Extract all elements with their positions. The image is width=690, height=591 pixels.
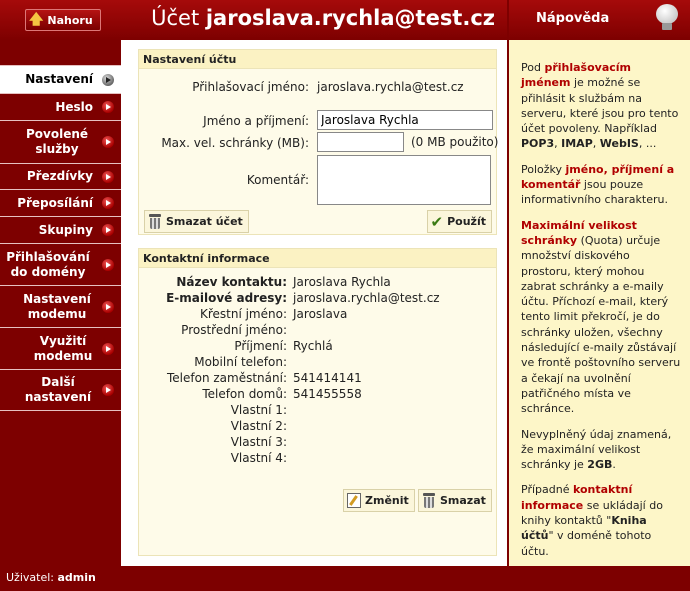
contact-field-value: Jaroslava <box>293 307 348 321</box>
chevron-right-icon <box>102 136 114 148</box>
contact-field-value: Jaroslava Rychla <box>293 275 391 289</box>
contact-field-label: E-mailové adresy: <box>166 291 287 305</box>
contact-field-value: jaroslava.rychla@test.cz <box>293 291 440 305</box>
help-paragraph: Maximální velikost schránky (Quota) určuje množství diskového prostoru, který mohou zabrat schránky a e-maily účtu. Příchozí e-mail, který tento limit překročí, je do schránky uložen, všechny následující e-maily zůstávají ve frontě poštovního serveru a čekají na uvolnění patřičného místa ve schránce. <box>521 218 681 416</box>
contact-info-title: Kontaktní informace <box>139 249 496 268</box>
main-content <box>121 40 507 566</box>
up-button-label: Nahoru <box>47 13 93 27</box>
sidebar-item-nastaveni[interactable]: Nastavení <box>0 65 121 93</box>
contact-field-label: Telefon zaměstnání: <box>167 371 287 385</box>
sidebar-item-skupiny[interactable]: Skupiny <box>0 216 121 243</box>
trash-icon <box>148 214 162 229</box>
contact-info-panel <box>138 248 497 556</box>
login-value: jaroslava.rychla@test.cz <box>317 80 464 94</box>
help-paragraph: Položky jméno, příjmení a komentář jsou pouze informativního charakteru. <box>521 162 675 207</box>
help-panel <box>507 0 690 591</box>
chevron-right-icon <box>102 197 114 209</box>
chevron-right-icon <box>102 343 114 355</box>
sidebar-item-heslo[interactable]: Heslo <box>0 93 121 120</box>
contact-field-label: Vlastní 2: <box>230 419 287 433</box>
contact-field-label: Mobilní telefon: <box>194 355 287 369</box>
chevron-right-icon <box>102 259 114 271</box>
sidebar-item-preposilani[interactable]: Přeposílání <box>0 189 121 216</box>
chevron-right-icon <box>102 384 114 396</box>
help-paragraph: Případné kontaktní informace se ukládají do knihy kontaktů "Kniha účtů" v doméně tohoto účtu. <box>521 483 663 558</box>
contact-field-label: Vlastní 1: <box>230 403 287 417</box>
top-bar <box>0 0 507 40</box>
edit-contact-button[interactable]: Změnit <box>343 489 415 512</box>
quota-used: (0 MB použito) <box>411 135 499 149</box>
help-paragraph: Pod přihlašovacím jménem je možné se přihlásit k službám na serveru, které jsou pro tento účet povoleny. Například POP3, IMAP, WebIS, ... <box>521 61 679 151</box>
contact-field-label: Telefon domů: <box>202 387 287 401</box>
arrow-up-icon: 🡅 <box>29 12 44 28</box>
contact-field-label: Příjmení: <box>234 339 287 353</box>
delete-contact-button[interactable]: Smazat <box>418 489 492 512</box>
contact-field-label: Křestní jméno: <box>199 307 287 321</box>
chevron-right-icon <box>102 101 114 113</box>
contact-field-label: Vlastní 3: <box>230 435 287 449</box>
sidebar-item-prezdivky[interactable]: Přezdívky <box>0 163 121 189</box>
contact-field-value: Rychlá <box>293 339 333 353</box>
user-label: Uživatel: <box>6 571 54 584</box>
contact-field-label: Vlastní 4: <box>230 451 287 465</box>
quota-field[interactable] <box>317 132 404 152</box>
contact-field-label: Název kontaktu: <box>176 275 287 289</box>
name-field[interactable] <box>317 110 493 130</box>
chevron-right-icon <box>102 301 114 313</box>
sidebar-item-vyuziti-modemu[interactable]: Využití modemu <box>0 327 121 369</box>
help-title: Nápověda <box>536 11 610 26</box>
page-title: Účet jaroslava.rychla@test.cz <box>151 6 495 30</box>
login-label: Přihlašovací jméno: <box>192 80 309 94</box>
contact-field-value: 541414141 <box>293 371 362 385</box>
chevron-right-icon <box>102 224 114 236</box>
help-paragraph: Nevyplněný údaj znamená, že maximální velikost schránky je 2GB. <box>521 427 672 472</box>
contact-field-value: 541455558 <box>293 387 362 401</box>
help-footer <box>509 566 690 591</box>
sidebar <box>0 40 121 566</box>
checkmark-icon: ✔ <box>430 212 444 231</box>
sidebar-item-nastaveni-modemu[interactable]: Nastavení modemu <box>0 285 121 327</box>
quota-label: Max. vel. schránky (MB): <box>161 136 309 150</box>
edit-icon <box>347 493 361 508</box>
name-label: Jméno a příjmení: <box>203 114 309 128</box>
comment-label: Komentář: <box>246 173 309 187</box>
sidebar-item-povolene-sluzby[interactable]: Povolené služby <box>0 120 121 163</box>
trash-icon <box>422 493 436 508</box>
account-settings-panel <box>138 49 497 235</box>
chevron-right-icon <box>102 74 114 86</box>
lightbulb-icon <box>656 4 678 30</box>
comment-field[interactable] <box>317 155 491 205</box>
account-settings-title: Nastavení účtu <box>139 50 496 69</box>
sidebar-item-dalsi-nastaveni[interactable]: Další nastavení <box>0 369 121 411</box>
user-value: admin <box>57 571 96 584</box>
help-header <box>509 0 690 40</box>
delete-account-button[interactable]: Smazat účet <box>144 210 249 233</box>
help-body <box>509 40 690 559</box>
chevron-right-icon <box>102 171 114 183</box>
contact-field-label: Prostřední jméno: <box>181 323 287 337</box>
status-bar <box>0 566 507 591</box>
sidebar-item-prihlasovani[interactable]: Přihlašování do domény <box>0 243 121 285</box>
apply-button[interactable]: ✔ Použít <box>427 210 492 233</box>
up-button[interactable] <box>25 9 101 31</box>
